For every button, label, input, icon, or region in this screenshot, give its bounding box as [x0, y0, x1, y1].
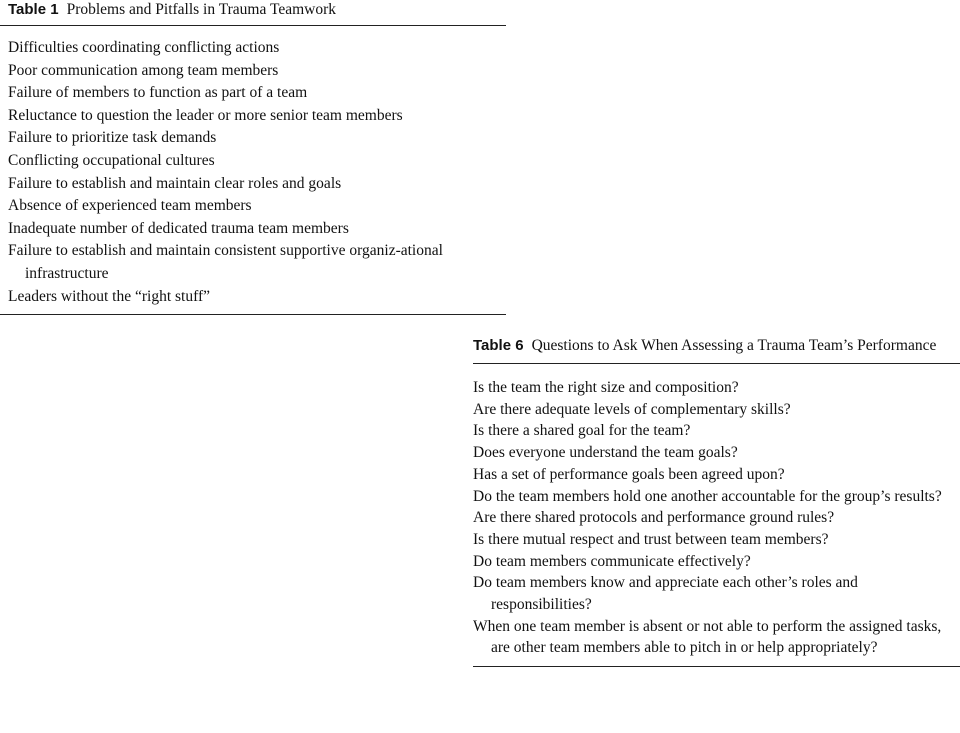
list-item: Reluctance to question the leader or more senior team members	[8, 106, 403, 124]
table-1-title: Problems and Pitfalls in Trauma Teamwork	[66, 1, 337, 18]
list-item: Has a set of performance goals been agreed upon?	[473, 465, 785, 483]
list-item: Do team members know and appreciate each other’s roles and responsibilities?	[473, 574, 858, 614]
table-6	[473, 335, 960, 667]
table-1-label: Table 1	[8, 1, 59, 18]
table-1-caption	[8, 0, 506, 20]
table-6-top-rule	[473, 363, 960, 364]
list-item: Leaders without the “right stuff”	[8, 287, 211, 305]
table-1-bottom-rule	[0, 314, 506, 315]
list-item: Absence of experienced team members	[8, 197, 252, 215]
table-6-title: Questions to Ask When Assessing a Trauma Team’s Performance	[531, 337, 937, 354]
table-6-bottom-rule	[473, 666, 960, 667]
list-item: Is the team the right size and composition?	[473, 379, 739, 396]
list-item: Does everyone understand the team goals?	[473, 444, 738, 462]
list-item: Failure to prioritize task demands	[8, 129, 217, 147]
list-item: Conflicting occupational cultures	[8, 151, 215, 169]
list-item: Is there a shared goal for the team?	[473, 422, 691, 440]
table-6-list	[473, 377, 960, 659]
list-item: Failure to establish and maintain clear roles and goals	[8, 174, 342, 192]
table-6-label: Table 6	[473, 337, 524, 354]
table-1-list	[8, 37, 506, 308]
table-1-top-rule	[0, 25, 506, 26]
list-item: Do team members communicate effectively?	[473, 552, 751, 570]
list-item: Poor communication among team members	[8, 61, 279, 79]
list-item: Do the team members hold one another accountable for the group’s results?	[473, 487, 942, 505]
list-item: When one team member is absent or not able to perform the assigned tasks, are other team members able to pitch in or help appropriately?	[473, 617, 942, 657]
list-item: Are there adequate levels of complementary skills?	[473, 400, 791, 418]
table-6-caption	[473, 335, 960, 357]
list-item: Failure to establish and maintain consistent supportive organiz-ational infrastructure	[8, 242, 443, 282]
list-item: Inadequate number of dedicated trauma team members	[8, 219, 349, 237]
list-item: Is there mutual respect and trust between team members?	[473, 530, 829, 548]
list-item: Are there shared protocols and performance ground rules?	[473, 509, 835, 527]
list-item: Difficulties coordinating conflicting actions	[8, 39, 280, 56]
list-item: Failure of members to function as part of a team	[8, 84, 308, 102]
table-1	[8, 0, 506, 315]
